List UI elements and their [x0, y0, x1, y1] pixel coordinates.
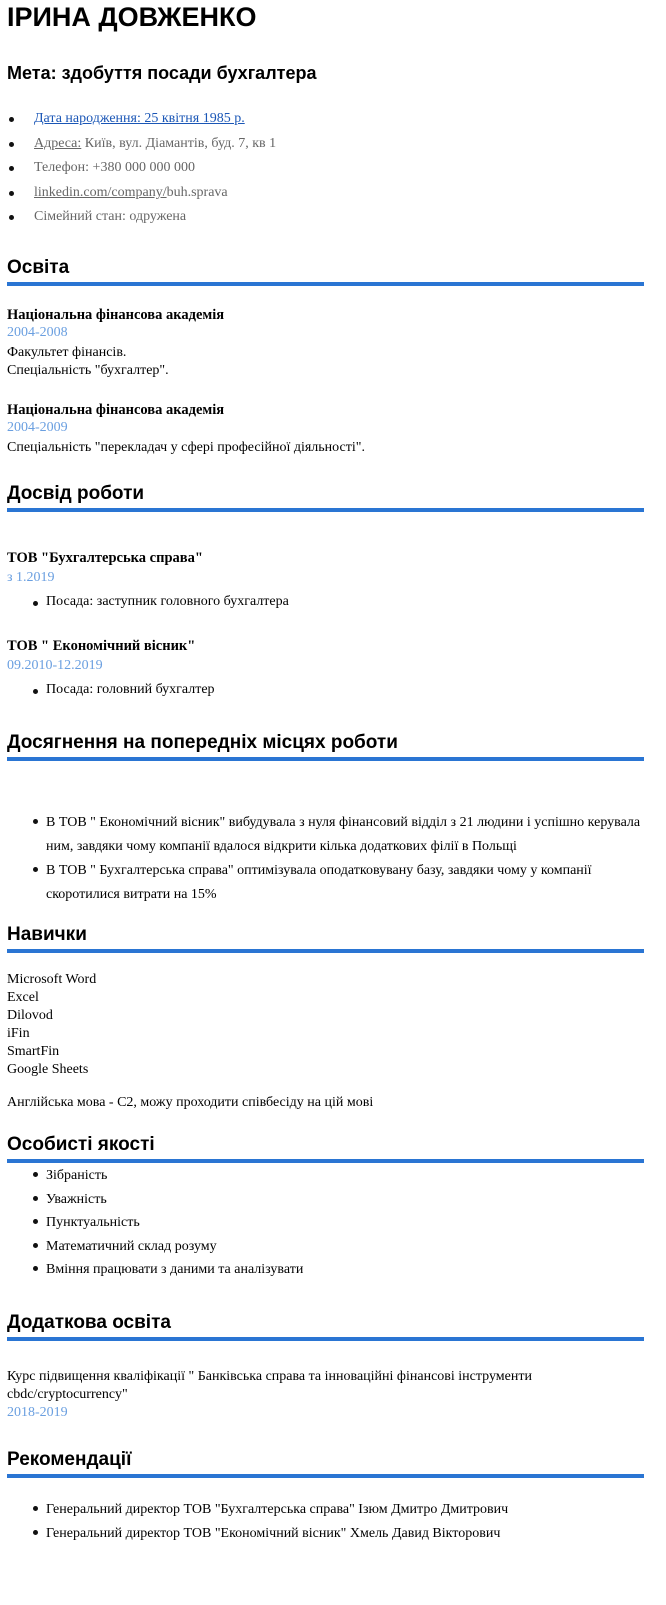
experience-company: ТОВ " Економічний вісник": [7, 638, 196, 654]
contact-list: [0, 107, 276, 230]
section-title-references: Рекомендації: [7, 1449, 132, 1470]
experience-item: [7, 549, 647, 611]
course-item: [7, 1368, 607, 1422]
contact-phone: [0, 156, 276, 181]
education-detail: Спеціальність "бухгалтер".: [7, 363, 169, 378]
references-list: [0, 1498, 650, 1546]
education-item: [7, 401, 365, 457]
experience-details: [0, 681, 647, 699]
address-link[interactable]: Адреса:: [34, 135, 82, 151]
skills-list: [7, 971, 96, 1079]
experience-position: Посада: головний бухгалтер: [0, 681, 647, 699]
section-title-skills: Навички: [7, 924, 87, 945]
contact-marital-status: [0, 205, 276, 230]
education-dates: 2004-2009: [7, 420, 68, 435]
career-goal: Мета: здобуття посади бухгалтера: [7, 63, 317, 83]
section-divider: [7, 1474, 644, 1478]
quality-item: Уважність: [0, 1188, 650, 1212]
achievements-list: [0, 811, 650, 907]
education-institution: Національна фінансова академія: [7, 307, 225, 323]
reference-item: Генеральний директор ТОВ "Економічний вісник" Хмель Давид Вікторович: [0, 1522, 650, 1546]
qualities-list: [0, 1164, 650, 1282]
section-divider: [7, 1159, 644, 1163]
quality-item: Математичний склад розуму: [0, 1235, 650, 1259]
section-divider: [7, 949, 644, 953]
contact-address: [0, 132, 276, 157]
phone-text: Телефон: +380 000 000 000: [34, 160, 195, 176]
quality-item: Пунктуальність: [0, 1211, 650, 1235]
experience-dates: 09.2010-12.2019: [7, 658, 103, 673]
marital-status-text: Сімейний стан: одружена: [34, 209, 187, 225]
experience-company: ТОВ "Бухгалтерська справа": [7, 550, 203, 566]
education-dates: 2004-2008: [7, 325, 68, 340]
section-divider: [7, 1337, 644, 1341]
section-title-additional-education: Додаткова освіта: [7, 1312, 171, 1333]
section-title-experience: Досвід роботи: [7, 483, 145, 504]
section-title-achievements: Досягнення на попередніх місцях роботи: [7, 732, 398, 753]
education-item: [7, 306, 224, 380]
linkedin-link[interactable]: linkedin.com/company/: [34, 184, 167, 200]
experience-item: [7, 637, 647, 699]
section-title-education: Освіта: [7, 257, 70, 278]
section-divider: [7, 757, 644, 761]
quality-item: Вміння працювати з даними та аналізувати: [0, 1258, 650, 1282]
section-title-qualities: Особисті якості: [7, 1134, 155, 1155]
education-detail: Факультет фінансів.: [7, 345, 127, 360]
quality-item: Зібраність: [0, 1164, 650, 1188]
address-value: Київ, вул. Діамантів, буд. 7, кв 1: [81, 135, 277, 151]
achievement-item: В ТОВ " Бухгалтерська справа" оптимізувала оподатковувану базу, завдяки чому у компанії скоротилися витрати на 15%: [0, 859, 650, 907]
course-dates: 2018-2019: [7, 1405, 68, 1420]
skill-item: Google Sheets: [7, 1062, 89, 1077]
contact-linkedin: [0, 181, 276, 206]
skill-item: Microsoft Word: [7, 972, 97, 987]
achievement-item: В ТОВ " Економічний вісник" вибудувала з нуля фінансовий відділ з 21 людини і успішно керувала ним, завдяки чому компанії вдалося відкрити кілька додаткових філії в Польщі: [0, 811, 650, 859]
birth-date-link[interactable]: Дата народження: 25 квітня 1985 р.: [34, 111, 245, 126]
experience-position: Посада: заступник головного бухгалтера: [0, 593, 647, 611]
skill-item: Excel: [7, 990, 39, 1005]
section-divider: [7, 508, 644, 512]
candidate-name: ІРИНА ДОВЖЕНКО: [7, 2, 257, 32]
language-skill: Англійська мова - С2, можу проходити співбесіду на цій мові: [7, 1095, 374, 1110]
contact-birth-date: [0, 107, 276, 132]
linkedin-handle: buh.sprava: [166, 184, 228, 200]
education-detail: Спеціальність "перекладач у сфері професійної діяльності".: [7, 440, 365, 455]
reference-item: Генеральний директор ТОВ "Бухгалтерська справа" Ізюм Дмитро Дмитрович: [0, 1498, 650, 1522]
education-institution: Національна фінансова академія: [7, 402, 225, 418]
course-name: Курс підвищення кваліфікації " Банківська справа та інноваційні фінансові інструменти cbdc/cryptocurrency": [7, 1369, 532, 1402]
experience-details: [0, 593, 647, 611]
experience-dates: з 1.2019: [7, 570, 55, 585]
section-divider: [7, 282, 644, 286]
skill-item: iFin: [7, 1026, 30, 1041]
skill-item: Dilovod: [7, 1008, 53, 1023]
skill-item: SmartFin: [7, 1044, 60, 1059]
